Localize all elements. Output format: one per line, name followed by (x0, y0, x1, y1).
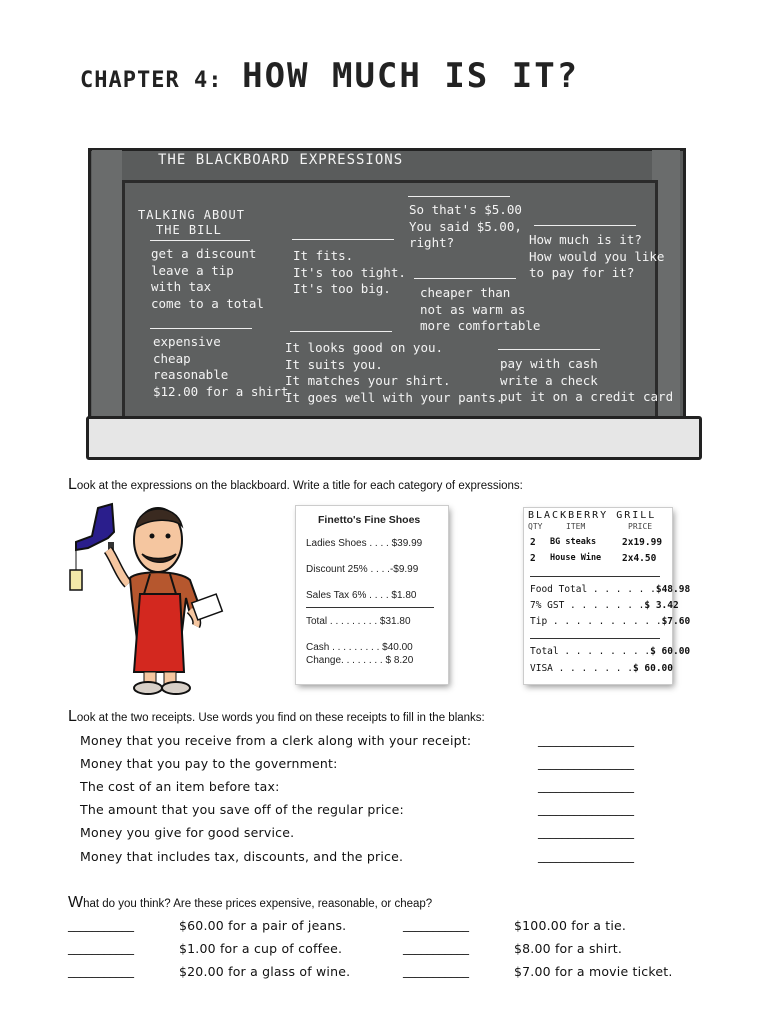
receipt-line-label: VISA . . . . . . . (530, 663, 633, 674)
drop-cap: L (68, 708, 77, 725)
receipt-line-value: $40.00 (382, 642, 413, 653)
receipt-line-value: $48.98 (655, 584, 691, 595)
opinion-blank[interactable]: ___________ (68, 941, 134, 955)
receipt-grill (524, 508, 691, 684)
expression: You said $5.00, (409, 218, 522, 234)
answer-blank[interactable]: ________________ (538, 825, 634, 839)
expression: It's too big. (293, 281, 391, 296)
expression: How would you like (529, 248, 665, 264)
title-blank-line (150, 240, 250, 241)
receipt-header-price: PRICE (628, 522, 653, 531)
expression-group-questions (529, 232, 664, 282)
expression: reasonable (153, 367, 229, 382)
receipt-shoes (296, 506, 448, 684)
receipt-line (306, 642, 413, 653)
receipt-header-qty: QTY (528, 522, 543, 531)
receipt-total-line (530, 616, 690, 627)
title-blank-line (408, 196, 510, 197)
receipt-line-label: 7% GST . . . . . . . (530, 600, 645, 611)
title-blank-line (150, 328, 252, 329)
receipt-line-label: Tip . . . . . . . . . . (530, 616, 662, 627)
expression: cheap (153, 350, 191, 366)
opinion-blank[interactable]: ___________ (403, 941, 469, 955)
receipt-item-price: 2x19.99 (622, 537, 663, 548)
shoe-icon (76, 504, 114, 554)
receipt-store: Finetto's Fine Shoes (318, 514, 421, 526)
title-blank-line (292, 239, 394, 240)
fill-blank-question: The amount that you save off of the regular price: (80, 802, 404, 817)
receipt-line-value: $ 60.00 (650, 646, 691, 657)
chapter-title: HOW MUCH IS IT? (242, 56, 580, 96)
expression-group-bill (151, 246, 264, 312)
receipt-header-item: ITEM (566, 522, 586, 531)
receipt-divider (306, 607, 434, 608)
receipt-line-label: Total . . . . . . . . . (306, 616, 378, 627)
receipt-line-label: Food Total . . . . . . (530, 584, 656, 595)
receipt-line-value: $ 3.42 (644, 600, 679, 611)
opinion-item: $7.00 for a movie ticket. (514, 964, 673, 979)
expression: It matches your shirt. (285, 373, 451, 388)
receipt-divider (530, 576, 660, 577)
instruction-text: ook at the expressions on the blackboard. Write a title for each category of expressions: (76, 480, 523, 492)
expression: $12.00 for a shirt (153, 383, 289, 399)
expression: expensive (153, 334, 221, 349)
expression: put it on a credit card (500, 389, 674, 404)
blackboard-heading: THE BLACKBOARD EXPRESSIONS (158, 152, 404, 168)
receipt-line-label: Total . . . . . . . . (530, 646, 651, 657)
expression: pay with cash (500, 356, 598, 371)
receipt-total-line (530, 646, 690, 657)
fill-blank-question: Money that you pay to the government: (80, 756, 338, 771)
price-tag-icon (70, 570, 82, 590)
answer-blank[interactable]: ________________ (538, 779, 634, 793)
opinion-blank[interactable]: ___________ (68, 964, 134, 978)
title-blank-line (534, 225, 636, 226)
expression: leave a tip (151, 262, 234, 278)
receipt-item-name: BG steaks (550, 537, 597, 547)
expression: How much is it? (529, 232, 642, 247)
receipt-line-label: Change. . . . . . . . (306, 655, 383, 666)
expression: to pay for it? (529, 265, 635, 280)
expression: right? (409, 235, 455, 250)
receipt-total-line (530, 663, 673, 674)
receipt-store: BLACKBERRY GRILL (528, 510, 657, 521)
receipt-line-value: $7.60 (661, 616, 691, 627)
bill-heading-line: THE BILL (156, 223, 222, 237)
bill-heading-line: TALKING ABOUT (138, 208, 245, 222)
receipt-item-qty: 2 (530, 553, 536, 564)
expression: So that's $5.00 (409, 202, 522, 217)
expression: It goes well with your pants. (285, 389, 504, 405)
blackboard-frame-left (92, 150, 122, 416)
receipt-item-name: House Wine (550, 553, 602, 563)
expression: cheaper than (420, 285, 511, 300)
instruction-text: ook at the two receipts. Use words you find on these receipts to fill in the blanks: (76, 712, 485, 724)
page-title (80, 56, 579, 96)
receipt-line-label: Sales Tax 6% . . . . (306, 590, 389, 601)
expression: It looks good on you. (285, 340, 444, 355)
receipt-item-price: 2x4.50 (622, 553, 657, 564)
title-blank-line (414, 278, 516, 279)
answer-blank[interactable]: ________________ (538, 733, 634, 747)
expression: It's too tight. (293, 264, 406, 280)
fill-blank-question: Money that you receive from a clerk along with your receipt: (80, 733, 472, 748)
receipt-line (306, 564, 418, 575)
opinion-item: $20.00 for a glass of wine. (179, 964, 351, 979)
expression: come to a total (151, 295, 264, 311)
bill-heading (138, 208, 245, 238)
opinion-item: $100.00 for a tie. (514, 918, 627, 933)
receipt-total-line (530, 584, 690, 595)
drop-cap: W (68, 894, 84, 911)
receipt-line-value: $31.80 (379, 616, 411, 627)
receipt-line-label: Discount 25% . . . . (306, 564, 390, 575)
opinion-item: $8.00 for a shirt. (514, 941, 623, 956)
receipt-line (306, 655, 413, 666)
expression-group-payment (500, 356, 673, 406)
opinion-item: $1.00 for a cup of coffee. (179, 941, 343, 956)
receipt-line-value: $ 60.00 (632, 663, 673, 674)
chapter-label: CHAPTER 4: (80, 68, 223, 93)
expression: get a discount (151, 246, 257, 261)
receipt-line-label: Ladies Shoes . . . . (306, 538, 389, 549)
expression-group-price (153, 334, 288, 400)
instruction-receipts (68, 708, 485, 726)
receipt-line-value: $ 8.20 (385, 655, 414, 666)
fill-blank-question: Money you give for good service. (80, 825, 295, 840)
receipt-total-line (530, 600, 679, 611)
expression: It suits you. (285, 356, 383, 372)
expression-group-compliments (285, 340, 503, 406)
fill-blank-question: Money that includes tax, discounts, and the price. (80, 849, 404, 864)
expression-group-compare (420, 285, 540, 335)
title-blank-line (290, 331, 392, 332)
expression: It fits. (293, 248, 354, 263)
expression: not as warm as (420, 301, 526, 317)
expression-group-confirm (409, 202, 522, 252)
answer-blank[interactable]: ________________ (538, 802, 634, 816)
shopkeeper-illustration (68, 498, 228, 698)
answer-blank[interactable]: ________________ (538, 849, 634, 863)
receipt-line-value: -$9.99 (389, 564, 419, 575)
expression: more comfortable (420, 318, 541, 333)
receipt-line (306, 538, 422, 549)
receipt-line (306, 590, 416, 601)
opinion-item: $60.00 for a pair of jeans. (179, 918, 347, 933)
fill-blank-question: The cost of an item before tax: (80, 779, 280, 794)
expression: write a check (500, 372, 598, 388)
instruction-text: hat do you think? Are these prices expensive, reasonable, or cheap? (83, 898, 433, 910)
blackboard-ledge (86, 416, 702, 460)
receipt-line-value: $39.99 (391, 538, 423, 549)
receipt-line (306, 616, 411, 627)
expression-group-fit (293, 248, 406, 298)
opinion-blank[interactable]: ___________ (403, 918, 469, 932)
receipt-line-value: $1.80 (391, 590, 417, 601)
answer-blank[interactable]: ________________ (538, 756, 634, 770)
title-blank-line (498, 349, 600, 350)
receipt-divider (530, 638, 660, 639)
expression: with tax (151, 279, 212, 294)
instruction-blackboard (68, 476, 523, 494)
receipt-item-qty: 2 (530, 537, 536, 548)
drop-cap: L (68, 476, 77, 493)
opinion-blank[interactable]: ___________ (403, 964, 469, 978)
instruction-opinion (68, 894, 432, 912)
opinion-blank[interactable]: ___________ (68, 918, 134, 932)
receipt-line-label: Cash . . . . . . . . . (306, 642, 380, 653)
